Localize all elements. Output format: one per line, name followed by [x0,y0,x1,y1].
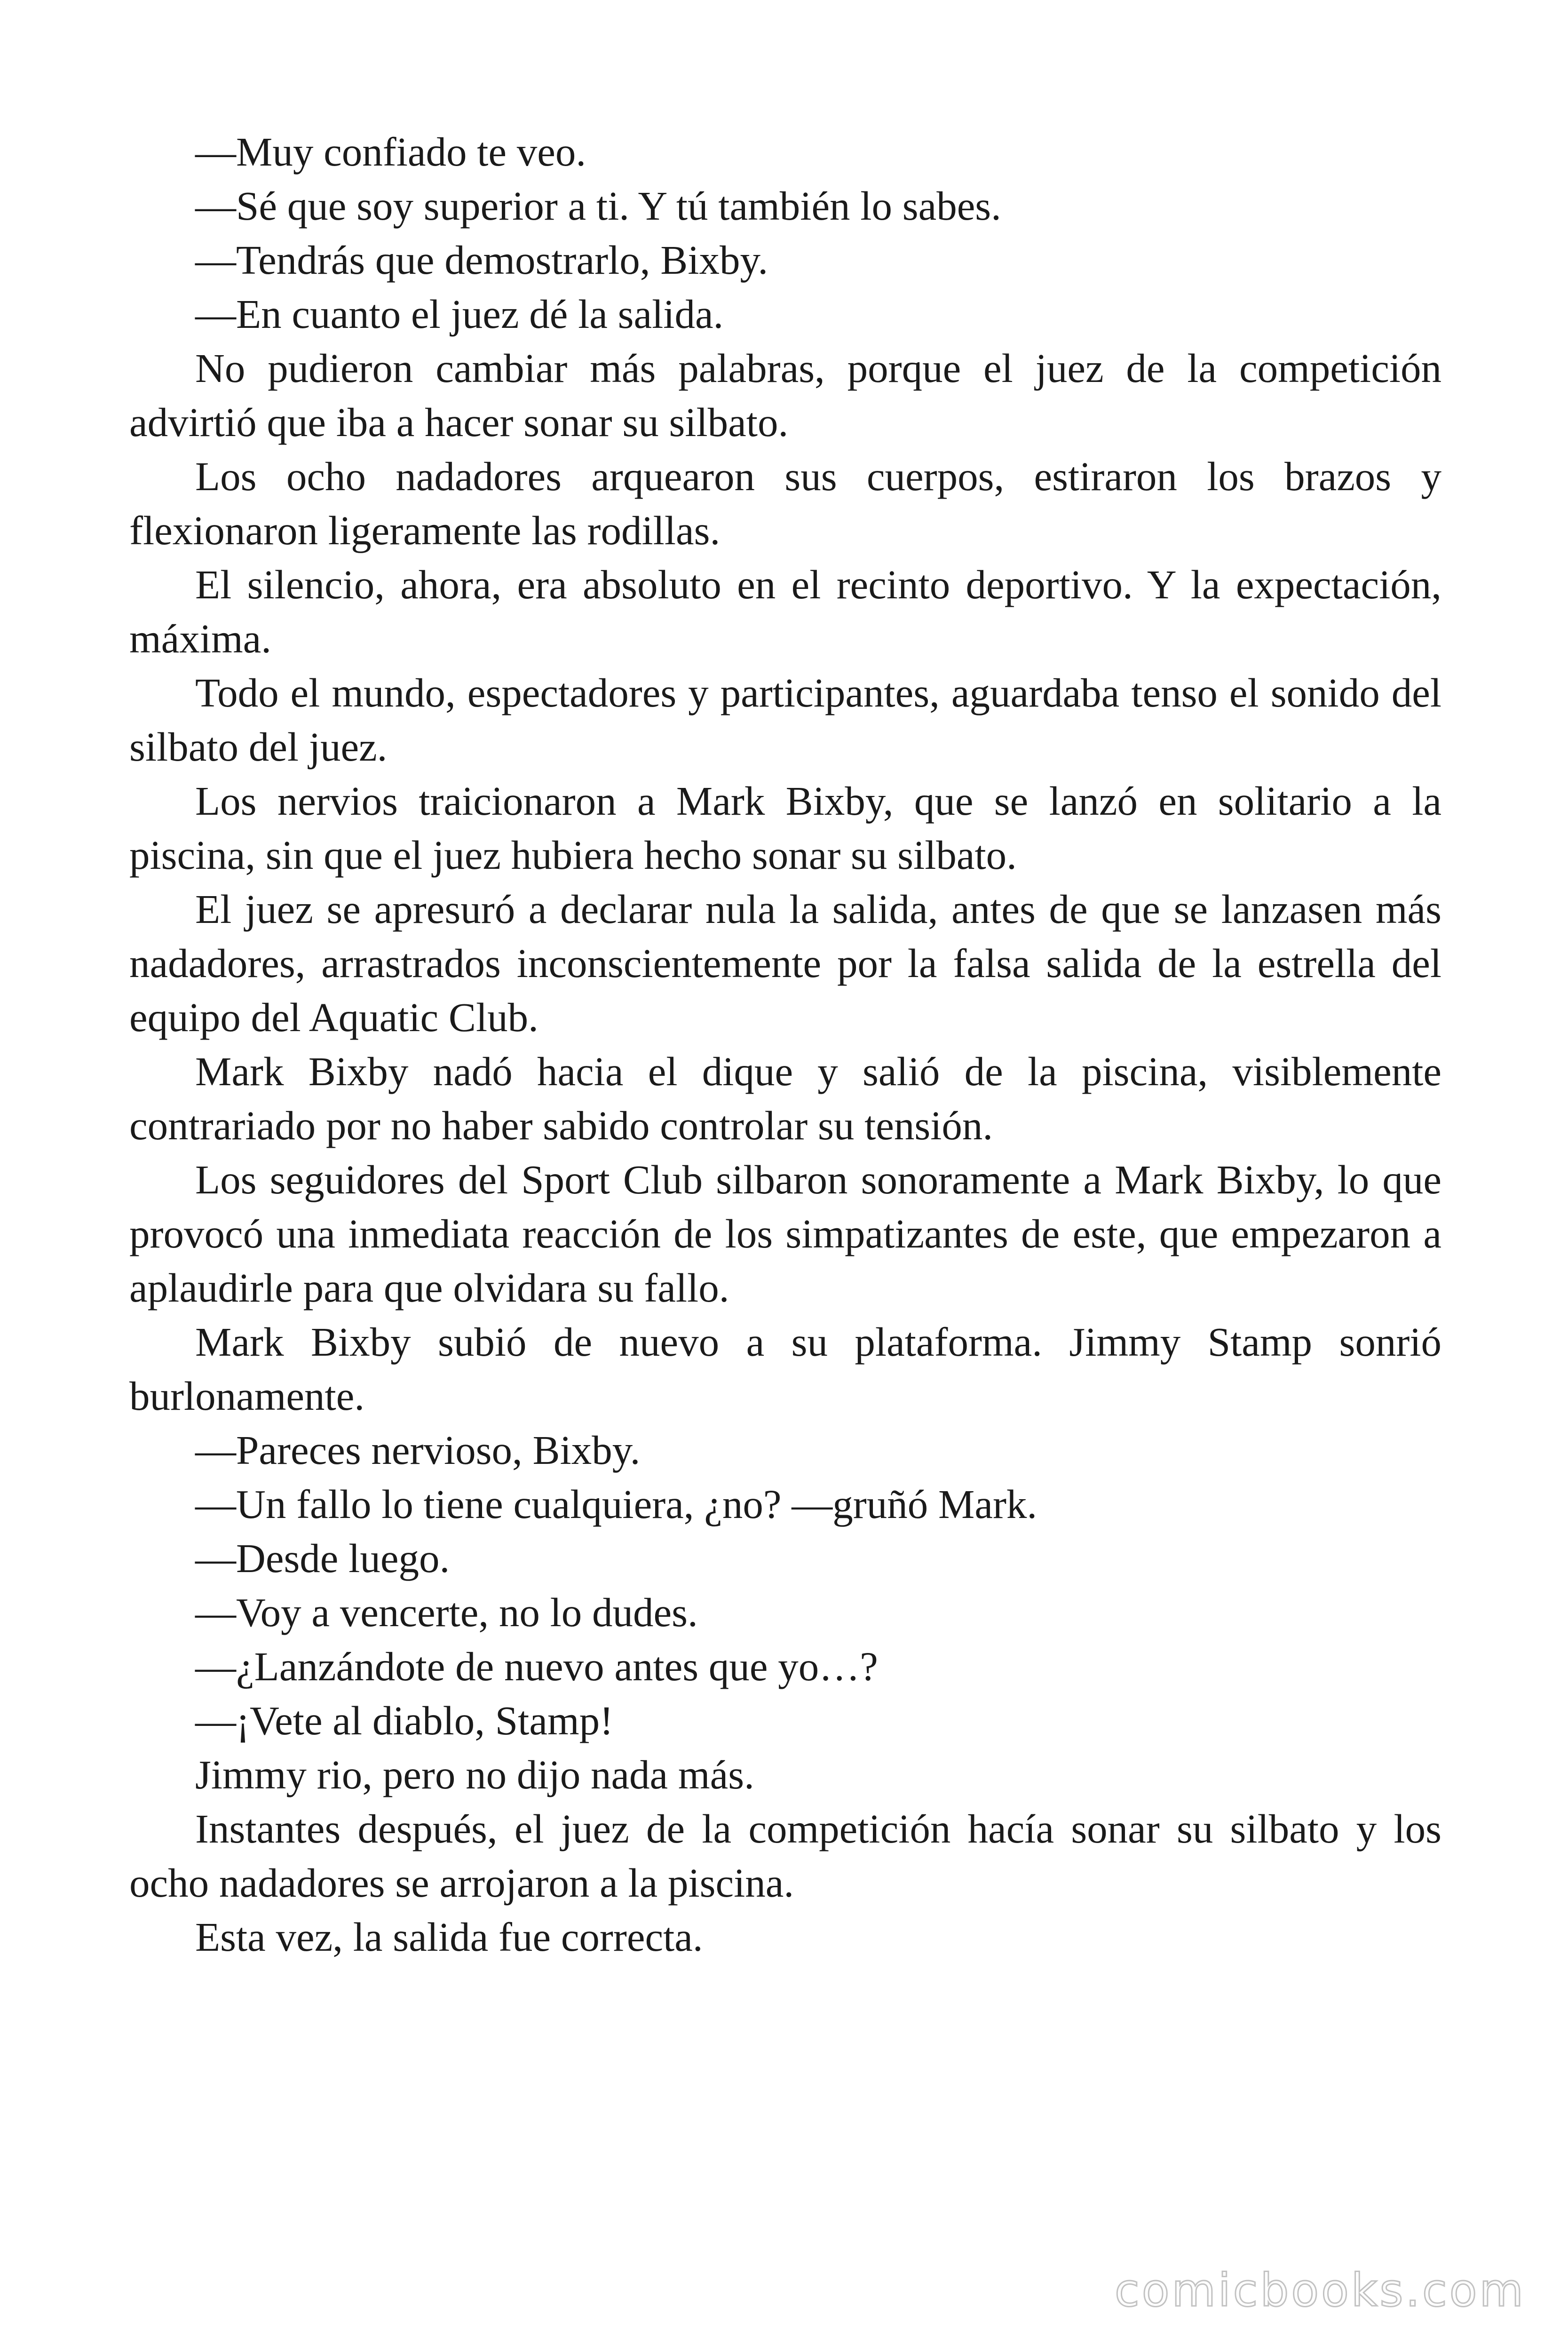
page-body [129,125,1441,1964]
paragraph: Los nervios traicionaron a Mark Bixby, que se lanzó en solitario a la piscina, sin que el juez hubiera hecho sonar su silbato. [129,778,1441,878]
paragraph: No pudieron cambiar más palabras, porque el juez de la competición advirtió que iba a hacer sonar su silbato. [129,345,1441,445]
paragraph: Instantes después, el juez de la competición hacía sonar su silbato y los ocho nadadores se arrojaron a la piscina. [129,1806,1441,1906]
paragraph: —Desde luego. [195,1535,450,1581]
paragraph: Mark Bixby nadó hacia el dique y salió de la piscina, visiblemente contrariado por no haber sabido controlar su tensión. [129,1049,1441,1148]
paragraph: Todo el mundo, espectadores y participantes, aguardaba tenso el sonido del silbato del juez. [129,670,1441,770]
paragraph: Mark Bixby subió de nuevo a su plataforma. Jimmy Stamp sonrió burlonamente. [129,1319,1441,1419]
paragraph: El silencio, ahora, era absoluto en el recinto deportivo. Y la expectación, máxima. [129,562,1441,661]
paragraph: —Muy confiado te veo. [195,129,586,175]
watermark: comicbooks.com [1114,2264,1526,2317]
paragraph: —Un fallo lo tiene cualquiera, ¿no? —gruñó Mark. [195,1481,1037,1527]
paragraph: Los ocho nadadores arquearon sus cuerpos, estiraron los brazos y flexionaron ligeramente las rodillas. [129,453,1441,553]
paragraph: —¿Lanzándote de nuevo antes que yo…? [195,1644,878,1689]
paragraph: —Pareces nervioso, Bixby. [195,1427,641,1473]
paragraph: Esta vez, la salida fue correcta. [195,1914,703,1960]
paragraph: —Voy a vencerte, no lo dudes. [195,1589,698,1635]
paragraph: —Sé que soy superior a ti. Y tú también lo sabes. [195,183,1001,229]
paragraph: Jimmy rio, pero no dijo nada más. [195,1752,754,1797]
paragraph: —¡Vete al diablo, Stamp! [195,1698,614,1743]
paragraph: El juez se apresuró a declarar nula la salida, antes de que se lanzasen más nadadores, arrastrados inconscientemente por la falsa salida de la estrella del equipo del Aquatic Club. [129,886,1441,1040]
paragraph: —Tendrás que demostrarlo, Bixby. [195,237,768,283]
paragraph: —En cuanto el juez dé la salida. [195,291,724,337]
paragraph: Los seguidores del Sport Club silbaron sonoramente a Mark Bixby, lo que provocó una inmediata reacción de los simpatizantes de este, que empezaron a aplaudirle para que olvidara su fallo. [129,1157,1441,1311]
